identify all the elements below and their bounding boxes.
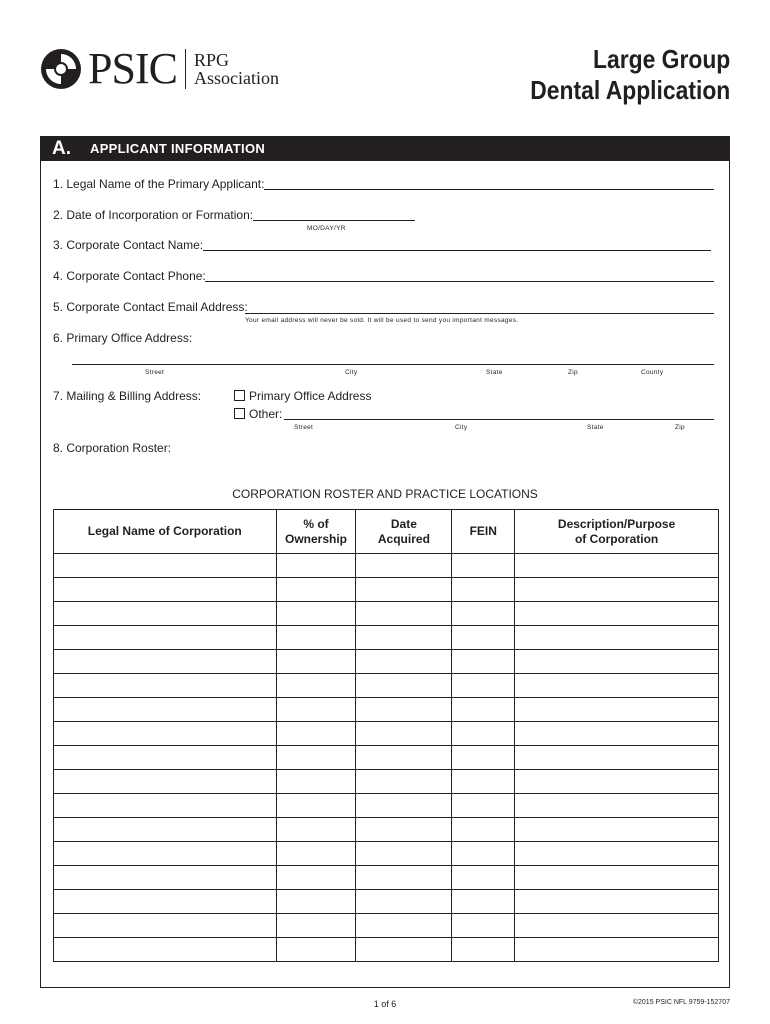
legal-name-cell[interactable]: [54, 650, 277, 674]
ownership-cell[interactable]: [276, 818, 356, 842]
description-cell[interactable]: [515, 914, 719, 938]
ownership-cell[interactable]: [276, 674, 356, 698]
title-line-1: Large Group: [592, 44, 730, 74]
table-row: [54, 890, 719, 914]
mailing-street-hint: Street: [294, 424, 314, 431]
frame-bottom-border: [40, 987, 730, 988]
col-description-header: [515, 510, 719, 554]
date-acquired-cell[interactable]: [356, 602, 452, 626]
email-privacy-hint: Your email address will never be sold. It will be used to send you important messages.: [245, 317, 519, 324]
legal-name-cell[interactable]: [54, 578, 277, 602]
ownership-cell[interactable]: [276, 602, 356, 626]
logo-rpg-text: RPG: [193, 50, 229, 70]
fein-cell[interactable]: [452, 602, 515, 626]
date-acquired-cell[interactable]: [356, 842, 452, 866]
legal-name-cell[interactable]: [54, 746, 277, 770]
ownership-cell[interactable]: [276, 794, 356, 818]
mailing-option-primary[interactable]: [234, 389, 371, 403]
mailing-city-hint: City: [455, 424, 468, 431]
office-city-hint: City: [345, 369, 358, 376]
fein-cell[interactable]: [452, 914, 515, 938]
fein-cell[interactable]: [452, 698, 515, 722]
ownership-cell[interactable]: [276, 890, 356, 914]
description-cell[interactable]: [515, 578, 719, 602]
legal-name-cell[interactable]: [54, 938, 277, 962]
ownership-cell[interactable]: [276, 938, 356, 962]
ownership-cell[interactable]: [276, 914, 356, 938]
description-cell[interactable]: [515, 674, 719, 698]
col-ownership-line1: % of: [303, 516, 329, 531]
contact-phone-label: 4. Corporate Contact Phone:: [53, 269, 206, 283]
ownership-cell[interactable]: [276, 578, 356, 602]
ownership-cell[interactable]: [276, 626, 356, 650]
section-letter: A.: [52, 137, 71, 159]
mailing-state-hint: State: [587, 424, 604, 431]
mailing-zip-hint: Zip: [675, 424, 685, 431]
ownership-cell[interactable]: [276, 698, 356, 722]
logo-divider: [185, 49, 186, 89]
col-legal-name-header: Legal Name of Corporation: [54, 510, 277, 554]
fein-cell[interactable]: [452, 890, 515, 914]
table-row: [54, 674, 719, 698]
table-row: [54, 818, 719, 842]
legal-name-cell[interactable]: [54, 698, 277, 722]
date-acquired-cell[interactable]: [356, 626, 452, 650]
description-cell[interactable]: [515, 602, 719, 626]
fein-cell[interactable]: [452, 578, 515, 602]
contact-phone-field[interactable]: [205, 281, 714, 282]
incorporation-date-label: 2. Date of Incorporation or Formation:: [53, 208, 254, 222]
fein-cell[interactable]: [452, 554, 515, 578]
table-row: [54, 626, 719, 650]
corporation-roster-label: 8. Corporation Roster:: [53, 441, 172, 455]
fein-cell[interactable]: [452, 842, 515, 866]
description-cell[interactable]: [515, 818, 719, 842]
roster-header-row: [54, 510, 719, 554]
primary-office-checkbox[interactable]: [234, 390, 245, 401]
description-cell[interactable]: [515, 794, 719, 818]
description-cell[interactable]: [515, 890, 719, 914]
date-acquired-cell[interactable]: [356, 770, 452, 794]
ownership-cell[interactable]: [276, 770, 356, 794]
psic-swirl-icon: [40, 48, 82, 90]
contact-email-field[interactable]: [245, 313, 714, 314]
description-cell[interactable]: [515, 626, 719, 650]
mailing-option-other[interactable]: [234, 407, 282, 421]
contact-email-label: 5. Corporate Contact Email Address:: [53, 300, 248, 314]
date-acquired-cell[interactable]: [356, 722, 452, 746]
table-row: [54, 938, 719, 962]
col-date-line1: Date: [390, 516, 417, 531]
table-row: [54, 554, 719, 578]
description-cell[interactable]: [515, 842, 719, 866]
other-option-label: Other:: [249, 407, 283, 421]
col-fein-header: FEIN: [452, 510, 515, 554]
ownership-cell[interactable]: [276, 722, 356, 746]
col-date-line2: Acquired: [377, 531, 430, 546]
section-a-bar: [40, 136, 730, 161]
table-row: [54, 794, 719, 818]
description-cell[interactable]: [515, 554, 719, 578]
legal-name-label: 1. Legal Name of the Primary Applicant:: [53, 177, 265, 191]
mailing-address-label: 7. Mailing & Billing Address:: [53, 389, 202, 403]
legal-name-cell[interactable]: [54, 842, 277, 866]
fein-cell[interactable]: [452, 746, 515, 770]
legal-name-field[interactable]: [264, 189, 714, 190]
col-date-header: [356, 510, 452, 554]
ownership-cell[interactable]: [276, 866, 356, 890]
table-row: [54, 650, 719, 674]
fein-cell[interactable]: [452, 938, 515, 962]
table-row: [54, 602, 719, 626]
office-zip-hint: Zip: [568, 369, 578, 376]
legal-name-cell[interactable]: [54, 890, 277, 914]
office-street-hint: Street: [145, 369, 165, 376]
date-acquired-cell[interactable]: [356, 746, 452, 770]
legal-name-cell[interactable]: [54, 866, 277, 890]
description-cell[interactable]: [515, 938, 719, 962]
date-acquired-cell[interactable]: [356, 794, 452, 818]
date-acquired-cell[interactable]: [356, 578, 452, 602]
date-acquired-cell[interactable]: [356, 674, 452, 698]
roster-title: CORPORATION ROSTER AND PRACTICE LOCATIONS: [232, 487, 538, 501]
fein-cell[interactable]: [452, 650, 515, 674]
description-cell[interactable]: [515, 866, 719, 890]
ownership-cell[interactable]: [276, 746, 356, 770]
fein-cell[interactable]: [452, 626, 515, 650]
fein-cell[interactable]: [452, 794, 515, 818]
legal-name-cell[interactable]: [54, 818, 277, 842]
section-title: APPLICANT INFORMATION: [90, 141, 266, 156]
psic-logo: [40, 44, 279, 94]
table-row: [54, 770, 719, 794]
fein-cell[interactable]: [452, 674, 515, 698]
description-cell[interactable]: [515, 722, 719, 746]
legal-name-cell[interactable]: [54, 722, 277, 746]
page-number: 1 of 6: [373, 999, 397, 1009]
table-row: [54, 866, 719, 890]
primary-office-option-label: Primary Office Address: [249, 389, 372, 403]
contact-name-label: 3. Corporate Contact Name:: [53, 238, 204, 252]
incorporation-date-field[interactable]: [253, 220, 415, 221]
date-acquired-cell[interactable]: [356, 890, 452, 914]
description-cell[interactable]: [515, 650, 719, 674]
primary-office-field[interactable]: [72, 364, 714, 365]
frame-right-border: [729, 161, 730, 988]
page-title: [530, 44, 730, 106]
logo-rpg-block: [194, 51, 279, 87]
contact-name-field[interactable]: [203, 250, 711, 251]
table-row: [54, 914, 719, 938]
ownership-cell[interactable]: [276, 554, 356, 578]
fein-cell[interactable]: [452, 722, 515, 746]
legal-name-cell[interactable]: [54, 554, 277, 578]
table-row: [54, 578, 719, 602]
col-description-line2: of Corporation: [574, 531, 659, 546]
date-acquired-cell[interactable]: [356, 914, 452, 938]
legal-name-cell[interactable]: [54, 914, 277, 938]
table-row: [54, 746, 719, 770]
office-county-hint: County: [641, 369, 664, 376]
form-code: ©2015 PSIC NFL 9759-152707: [632, 999, 730, 1006]
fein-cell[interactable]: [452, 866, 515, 890]
ownership-cell[interactable]: [276, 650, 356, 674]
legal-name-cell[interactable]: [54, 602, 277, 626]
table-row: [54, 722, 719, 746]
date-acquired-cell[interactable]: [356, 650, 452, 674]
date-acquired-cell[interactable]: [356, 554, 452, 578]
legal-name-cell[interactable]: [54, 626, 277, 650]
ownership-cell[interactable]: [276, 842, 356, 866]
title-line-2: Dental Application: [529, 75, 730, 105]
frame-left-border: [40, 161, 41, 988]
col-ownership-line2: Ownership: [284, 531, 347, 546]
table-row: [54, 698, 719, 722]
date-acquired-cell[interactable]: [356, 818, 452, 842]
legal-name-cell[interactable]: [54, 770, 277, 794]
legal-name-cell[interactable]: [54, 794, 277, 818]
logo-psic-text: PSIC: [88, 44, 177, 93]
col-description-line1: Description/Purpose: [557, 516, 676, 531]
description-cell[interactable]: [515, 746, 719, 770]
legal-name-cell[interactable]: [54, 674, 277, 698]
col-ownership-header: [276, 510, 356, 554]
description-cell[interactable]: [515, 698, 719, 722]
roster-table: [53, 509, 719, 962]
date-acquired-cell[interactable]: [356, 938, 452, 962]
fein-cell[interactable]: [452, 818, 515, 842]
date-acquired-cell[interactable]: [356, 698, 452, 722]
date-acquired-cell[interactable]: [356, 866, 452, 890]
other-address-checkbox[interactable]: [234, 408, 245, 419]
other-address-field[interactable]: [284, 419, 714, 420]
primary-office-label: 6. Primary Office Address:: [53, 331, 193, 345]
office-state-hint: State: [486, 369, 503, 376]
description-cell[interactable]: [515, 770, 719, 794]
date-format-hint: MO/DAY/YR: [307, 225, 346, 232]
table-row: [54, 842, 719, 866]
fein-cell[interactable]: [452, 770, 515, 794]
logo-association-text: Association: [193, 68, 279, 88]
